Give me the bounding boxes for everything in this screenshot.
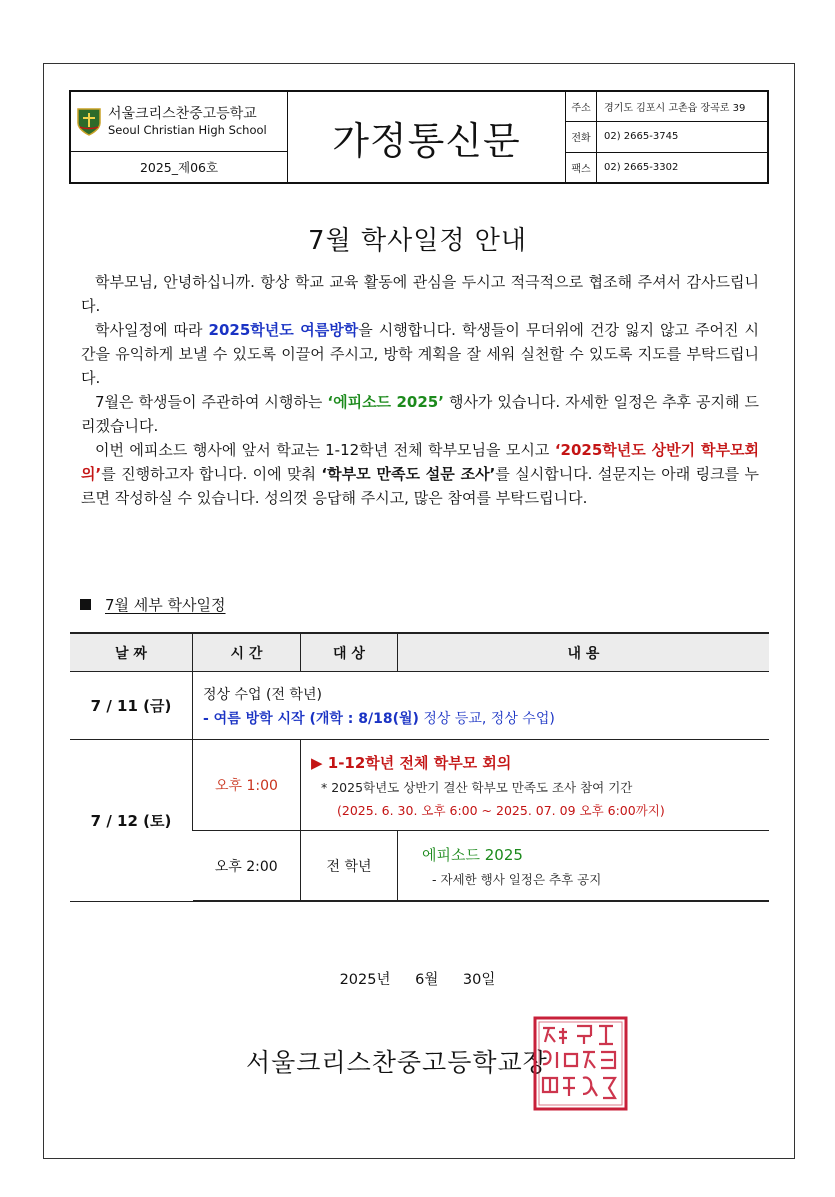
row1-line1: 정상 수업 (전 학년) <box>203 686 322 703</box>
paragraph-greeting: 학부모님, 안녕하십니까. 항상 학교 교육 활동에 관심을 두시고 적극적으로 협조해 주셔서 감사드립니다. <box>81 273 759 315</box>
principal-signature: 서울크리스찬중고등학교장 <box>246 1048 548 1077</box>
highlight-meeting: ‘2025학년도 상반기 학부모회의’ <box>81 441 759 483</box>
school-emblem-icon <box>76 107 102 137</box>
time-cell: 오후 2:00 <box>193 831 301 902</box>
episode-title: 에피소드 2025 <box>422 845 523 864</box>
school-box <box>71 92 287 152</box>
time-cell: 오후 1:00 <box>193 740 301 831</box>
text: 이번 에피소드 행사에 앞서 학교는 1-12학년 전체 학부모님을 모시고 <box>95 441 555 459</box>
info-label: 주소 <box>566 92 597 121</box>
text: 7월은 학생들이 주관하여 시행하는 <box>95 393 328 411</box>
principal-seal-icon <box>533 1016 628 1111</box>
content-cell <box>193 672 770 740</box>
highlight-vacation: 2025학년도 여름방학 <box>208 321 359 339</box>
vacation-detail: 정상 등교, 정상 수업) <box>418 710 555 727</box>
text: 를 실시합니다. 설문지는 아래 링크를 누르면 작성하실 수 있습니다. 성의껏 응답해 주시고, 많은 참여를 부탁드립니다. <box>81 465 760 507</box>
date-cell: 7 / 11 (금) <box>70 672 193 740</box>
info-row-fax <box>566 153 767 182</box>
header-target: 대 상 <box>301 633 398 672</box>
paragraph-episode <box>81 390 759 438</box>
paragraph-vacation <box>81 318 759 390</box>
survey-note: * 2025학년도 상반기 결산 학부모 만족도 조사 참여 기간 <box>321 779 633 795</box>
issue-date: 2025년 6월 30일 <box>339 972 496 988</box>
date-cell: 7 / 12 (토) <box>70 740 193 902</box>
text: 을 시행합니다. 학생들이 무더위에 건강 잃지 않고 주어진 시간을 유익하게 보낼 수 있도록 이끌어 주시고, 방학 계획을 잘 세워 실천할 수 있도록 지도를 부탁드립니다. <box>81 321 759 387</box>
text: 행사가 있습니다. 자세한 일정은 추후 공지해 드리겠습니다. <box>81 393 759 435</box>
row1-line2 <box>203 708 768 728</box>
school-block <box>71 92 288 182</box>
table-row <box>70 740 769 831</box>
contact-info <box>566 92 767 182</box>
schedule-table <box>70 632 769 902</box>
info-label: 전화 <box>566 122 597 151</box>
survey-period: (2025. 6. 30. 오후 6:00 ~ 2025. 07. 09 오후 6:00까지) <box>337 802 665 818</box>
header-content: 내 용 <box>398 633 770 672</box>
text: 학사일정에 따라 <box>95 321 209 339</box>
table-header-row <box>70 633 769 672</box>
issue-number: 2025_제06호 <box>139 160 219 175</box>
square-bullet-icon <box>80 599 91 610</box>
section-title: 7월 세부 학사일정 <box>105 596 226 614</box>
content-cell <box>398 831 770 902</box>
content-cell <box>301 740 770 831</box>
table-row <box>70 672 769 740</box>
highlight-episode: ‘에피소드 2025’ <box>327 393 444 411</box>
school-name-en: Seoul Christian High School <box>108 122 267 137</box>
episode-note: - 자세한 행사 일정은 추후 공지 <box>432 871 602 887</box>
target-cell: 전 학년 <box>301 831 398 902</box>
info-row-address <box>566 92 767 122</box>
paragraph-meeting <box>81 438 759 510</box>
vacation-start: - 여름 방학 시작 (개학 : 8/18(월) <box>203 710 419 727</box>
notice-body <box>81 270 759 510</box>
header-time: 시 간 <box>193 633 301 672</box>
text: 를 진행하고자 합니다. 이에 맞춰 <box>101 465 322 483</box>
info-row-phone <box>566 122 767 152</box>
header-date: 날 짜 <box>70 633 193 672</box>
notice-title: 7월 학사일정 안내 <box>308 226 527 256</box>
school-name-ko: 서울크리스찬중고등학교 <box>108 105 257 122</box>
document-title: 가정통신문 <box>288 92 566 182</box>
section-heading <box>80 594 226 615</box>
info-value: 02) 2665-3302 <box>604 161 679 173</box>
info-value: 경기도 김포시 고촌읍 장곡로 39 <box>604 103 746 115</box>
info-value: 02) 2665-3745 <box>604 131 679 143</box>
info-label: 팩스 <box>566 153 597 182</box>
letterhead <box>69 90 769 184</box>
highlight-survey: ‘학부모 만족도 설문 조사’ <box>321 465 496 483</box>
meeting-title: ▶ 1-12학년 전체 학부모 회의 <box>311 753 512 772</box>
